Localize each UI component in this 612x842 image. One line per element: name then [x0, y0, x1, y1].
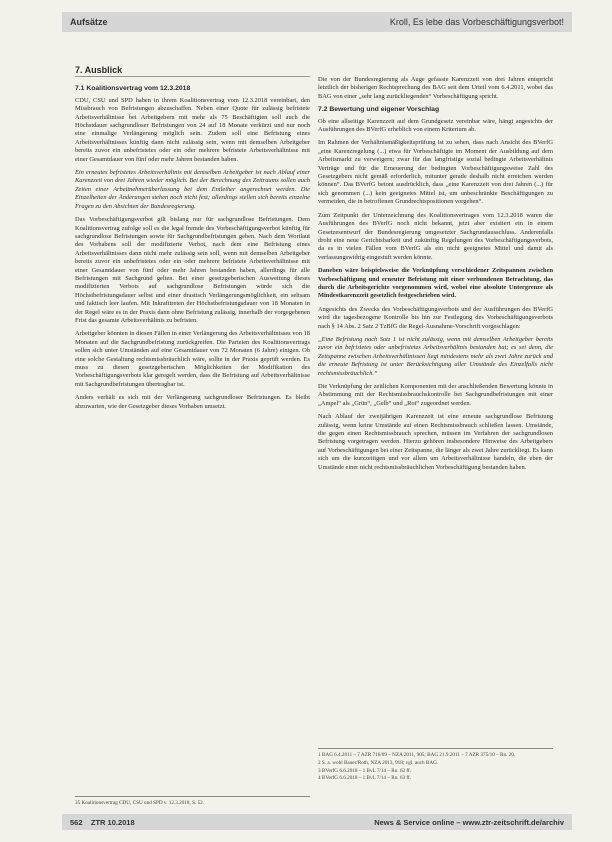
- paragraph: Zum Zeitpunkt der Unterzeichnung des Koalitionsvertrages vom 12.3.2018 waren die Ausführungen des BVerfG noch nicht bekannt, jetzt aber existiert ein in einem Gesetzesentwurf der Bundesregierung umgesetzter Sachgrundausschluss. Anderenfalls droht eine neue Gerichtsbarkeit und zukünftig Regelungen des Vorbeschäftigungsverbots, da es in vielen Fällen vom BVerfG als ein nicht geeignetes Mittel und damit als verfassungswidrig eingestuft werden könnte.: [318, 211, 553, 261]
- page-footer: [62, 814, 572, 830]
- footnote: 3 BVerfG 6.6.2018 – 1 BvL 7/14 – Rn. 62 ff.: [318, 767, 412, 774]
- section-heading: 7. Ausblick: [75, 66, 310, 77]
- paragraph: Ein erneutes befristetes Arbeitsverhältnis mit demselben Arbeitgeber ist nach Ablauf einer Karenzzeit von drei Jahren wieder möglich. Bei der Berechnung des Zeitraums sollen auch Zeiten einer Arbeitnehmerüberlassung bei dem Entleiher angerechnet werden. Die Einzelheiten der Änderungen stehen noch nicht fest; allerdings stellen sich bereits einzelne Fragen zu den Absichten der Bundesregierung.: [75, 169, 310, 210]
- right-column: [318, 76, 553, 477]
- paragraph: Nach Ablauf der zweijährigen Karenzzeit ist eine erneute sachgrundlose Befristung zulässig, wenn keine Umstände auf einen Rechtsmissbrauch schließen lassen. Umstände, die gegen einen Rechtsmissbrauch sprechen, müssen im Verfahren der sachgrundlosen Befristung vorgetragen werden. Hierzu gehören insbesondere Hinweise des Arbeitgebers auf Vorbeschäftigungen bei einer Zeitspanne, die länger als zwei Jahre zurückliegt. Es kann sich um die kurzzeitigen und vor allem um Arbeitsverhältnisse handeln, die eben der Umstände einer nicht rechtsmissbräuchlichen Vorbeschäftigung bestanden haben.: [318, 413, 553, 471]
- paragraph: Die von der Bundesregierung als Auge gefasste Karenzzeit von drei Jahren entspricht letztlich der bisherigen Rechtsprechung des BAG seit dem Urteil vom 6.4.2011, wobei das BAG von einer „sehr lang zurückliegenden“ Vorbeschäftigung spricht.: [318, 76, 553, 100]
- section-label: Aufsätze: [70, 17, 108, 27]
- paragraph: Anders verhält es sich mit der Verlängerung sachgrundloser Befristungen. Es bleibt abzuwarten, wie der Gesetzgeber dieses Vorhaben umsetzt.: [75, 394, 310, 410]
- paragraph: Im Rahmen der Verhältnismäßigkeitsprüfung ist zu sehen, dass nach Ansicht des BVerfG „eine Karenzregelung (...) etwa für Vorbeschäftigte im Moment der Ausbildung auf dem Arbeitsmarkt zu verweigern; zwar für das langfristige sozial bedingte Arbeitsverhältnis Verträge und für die Erneuerung der bedingten Vorbeschäftigungsweise Zahl des Gesetzgebers nicht gemäß erforderlich, mitunter gerade deshalb nicht erreichen werden können“. Das BVerfG betont ausdrücklich, dass „eine Karenzzeit von drei Jahren (...) für sich genommen (...) kein geeignetes Mittel ist, um unbeschränkte Beschäftigungen zu vermeiden, die in betroffenen Grundrechtspositionen vorgehen“.: [318, 139, 553, 206]
- paragraph: Angesichts des Zwecks des Vorbeschäftigungsverbots und der Ausführungen des BVerfG wird die tagesbezogene Kontrolle bis hin zur Festlegung des Vorbeschäftigungsverbots nach § 14 Abs. 2 Satz 2 TzBfG die Regel-Ausnahme-Vorschrift vorgeschlagen:: [318, 305, 553, 330]
- running-title: Kroll, Es lebe das Vorbeschäftigungsverbot!: [389, 17, 564, 27]
- paragraph: Daneben wäre beispielsweise die Verknüpfung verschiedener Zeitspannen zwischen Vorbeschäftigung und erneuter Befristung mit einer verbundenen Betrachtung, das durch die Arbeitsgerichte vorgenommen wird, wobei eine absolute Untergrenze als Mindestkarenzzeit gesetzlich festgeschrieben wird.: [318, 267, 553, 300]
- footnote: 2 S. a. wohl Bauer/Roth, NZA 2013, 918; vgl. auch BAG.: [318, 759, 439, 766]
- paragraph: Arbeitgeber könnten in diesen Fällen in einer Verlängerung des Arbeitsverhältnisses von 18 Monaten auf die Sachgrundbefristung zurückgreifen. Die Parteien des Koalitionsvertrags sollen sich unter Umständen auf eine Gesamtdauer von 72 Monaten (6 Jahre) einigen. Ob eine solche Gestaltung rechtsmissbräuchlich wäre, sollte in der Praxis geprüft werden. Es muss zu diesen gesetzgeberischen Möglichkeiten der Modifikation des Vorbeschäftigungsverbots klar geregelt werden, dass die Befristung auf Arbeitsverhältnisse mit Sachgrundbefristungen übertragbar ist.: [75, 330, 310, 388]
- legislative-proposal-quote: „Eine Befristung nach Satz 1 ist nicht zulässig, wenn mit demselben Arbeitgeber bereits zuvor ein befristetes oder unbefristetes Arbeitsverhältnis bestanden hat; es sei denn, die Zeitspanne zwischen Arbeitsverhältnissen liegt mindestens mehr als zwei Jahre zurück und die erneute Befristung ist unter Berücksichtigung aller Umstände des Einzelfalls nicht rechtsmissbräuchlich.“: [318, 335, 553, 377]
- left-column: [75, 60, 310, 416]
- paragraph: Die Verknüpfung der zeitlichen Komponenten mit der anschließenden Bewertung könnte in Abstimmung mit der Rechtsmissbrauchskontrolle bei Sachgrundbefristungen mit einer „Ampel“ als „Grün“, „Gelb“ und „Rot“ zugeordnet werden.: [318, 383, 553, 407]
- running-header: [62, 12, 572, 32]
- paragraph: Ob eine allseitige Karenzzeit auf dem Grundgesetz vereinbar wäre, hängt angesichts der Ausführungen des BVerfG erheblich von einem Kriterium ab.: [318, 117, 553, 134]
- footnotes-left: [75, 796, 310, 808]
- paragraph: Das Vorbeschäftigungsverbot gilt bislang nur für sachgrundlose Befristungen. Dem Koalitionsvertrag zufolge soll es die legal fremde des Vorbeschäftigungsverbot künftig für sachgrundlose Befristungen sowie für Sachgrundbefristungen geben. Nach dem Wortlaut des Vorhabens soll der modifizierte Verbot, nach dem eine Befristung eines Arbeitsverhältnisses dann nicht mehr zulässig sein soll, wenn mit demselben Arbeitgeber bereits zuvor ein unbefristetes oder ein oder mehrere befristete Arbeitsverhältnisse mit einer Gesamtdauer von fünf oder mehr Jahren bestanden haben, allerdings für alle Befristungen mit Sachgrund gelten. Bei einer gesetzgeberischen Ausweitung dieses modifizierten Verbots auf sachgrundlose Befristungen würde sich die Höchstbefristungsdauer selbst und einer drastisch Verlängerungsmöglichkeit, ein seltsam und faktisch leer laufen. Mit Inkrafttreten der Höchstbefristungsdauer von 18 Monaten in der Regel wäre es in der Praxis dann ohne Befristung zulässig, innerhalb der vorgegebenen Frist das gesamte Arbeitsverhältnis zu befristen.: [75, 216, 310, 324]
- page-number: 562: [70, 817, 83, 827]
- footnote: 1 BAG 6.4.2011 – 7 AZR 716/09 – NZA 2011, 905; BAG 21.9.2011 – 7 AZR 375/10 – Rn. 20.: [318, 752, 516, 758]
- subsection-heading: 7.2 Bewertung und eigener Vorschlag: [318, 106, 440, 114]
- footnotes-right: [318, 748, 553, 783]
- journal-issue: ZTR 10.2018: [90, 817, 135, 827]
- paragraph: CDU, CSU und SPD haben in ihrem Koalitionsvertrag vom 12.3.2018 vereinbart, den Missbrauch von Befristungen abzuschaffen. Neben einer Quote für zulässig befristete Arbeitsverhältnisse bei Arbeitgebern mit mehr als 75 Beschäftigten soll auch die Höchstdauer sachgrundloser Befristungen von 24 auf 18 Monate verkürzt und nur noch eine einmalige Verlängerung möglich sein. Zudem soll eine Befristung eines Arbeitsverhältnisses künftig dann nicht zulässig sein, wenn mit demselben Arbeitgeber bereits zuvor ein unbefristetes oder ein oder mehrere befristete Arbeitsverhältnisse mit einer Gesamtdauer von fünf oder mehr Jahren bestanden haben.: [75, 96, 310, 163]
- footnote: 35 Koalitionsvertrag CDU, CSU und SPD v. 12.3.2018, S. 52.: [75, 800, 205, 806]
- subsection-heading: 7.1 Koalitionsvertrag vom 12.3.2018: [75, 85, 191, 93]
- online-archive-link[interactable]: News & Service online – www.ztr-zeitschrift.de/archiv: [374, 817, 564, 827]
- footnote: 4 BVerfG 6.6.2018 – 1 BvL 7/14 – Rn. 63 ff.: [318, 775, 412, 782]
